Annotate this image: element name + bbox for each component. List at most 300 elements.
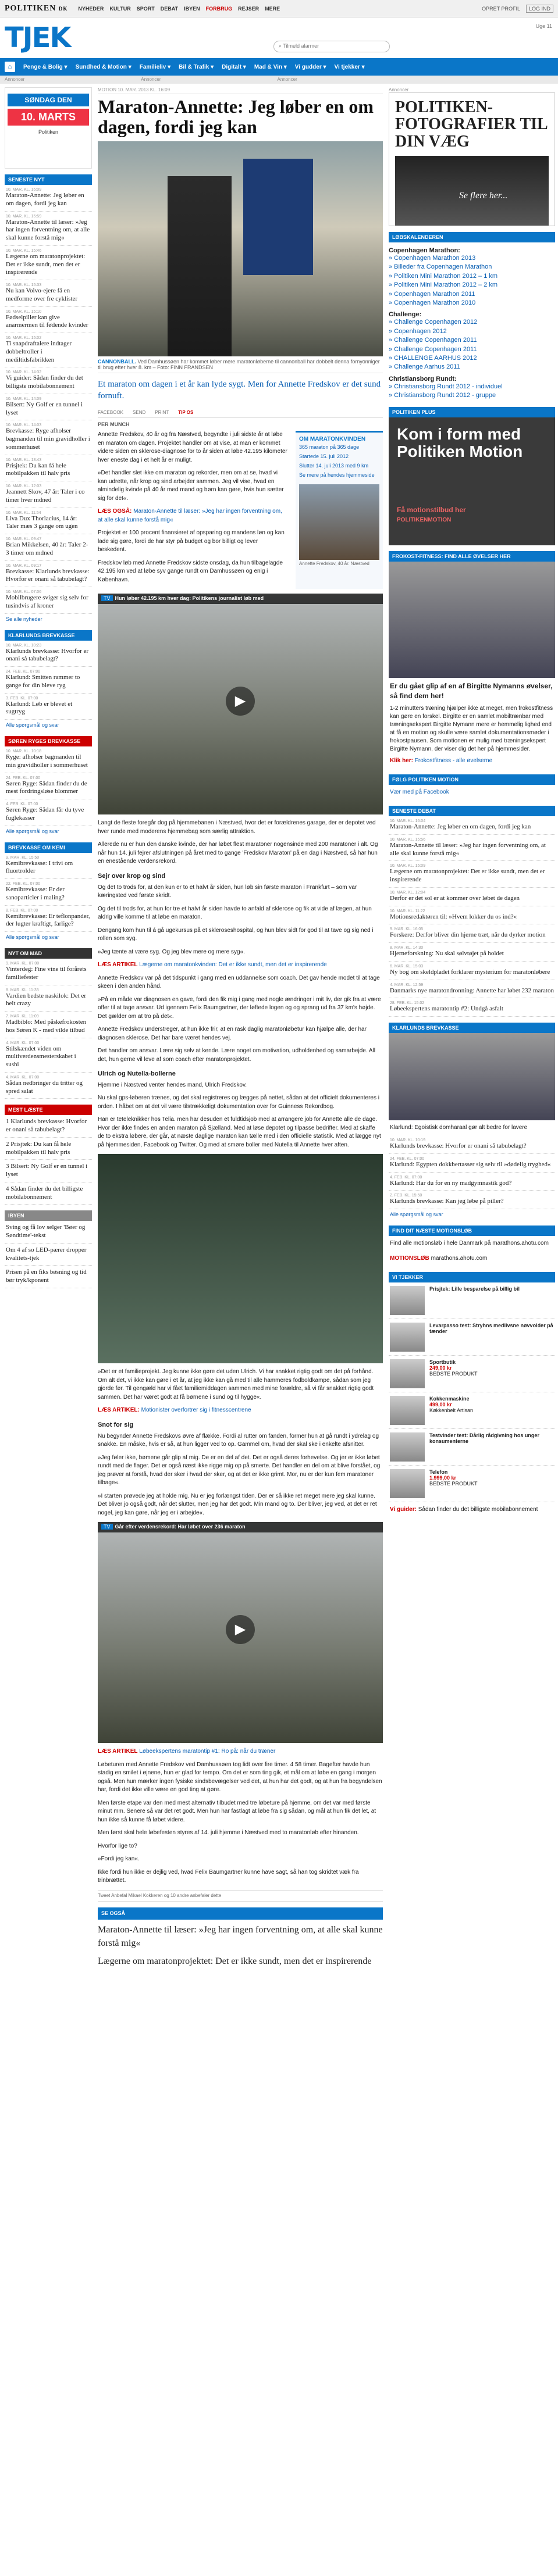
timestamp: 24. FEB. KL. 07:00	[6, 776, 41, 780]
list-item-text: Hjerneforskning: Nu skal sølvtøjet på holdet	[390, 950, 504, 957]
article-headline: Maraton-Annette: Jeg løber en om dagen, fordi jeg kan	[98, 96, 374, 137]
list-item[interactable]	[5, 1012, 92, 1038]
list-item-text: Klarlunds brevkasse: Hvorfor er onani så tabubelagt?	[6, 647, 89, 663]
see-all-news-link[interactable]: Se alle nyheder	[6, 616, 42, 622]
list-item-text: Ryge: afholser bagmanden til min gravidholler i sommerhuset	[6, 753, 88, 769]
list-item[interactable]	[5, 481, 92, 508]
list-item[interactable]	[5, 508, 92, 535]
home-icon[interactable]: ⌂	[5, 62, 15, 72]
list-item[interactable]	[5, 394, 92, 421]
list-item[interactable]	[5, 906, 92, 932]
frokost-link[interactable]: Klik her: Frokostfitness - alle øvelserne	[390, 758, 493, 764]
list-item-text: Brian Mikkelsen, 40 år: Taler 2-3 timer om mdned	[6, 541, 88, 556]
timestamp: 10. MAR. KL. 10:23	[6, 643, 42, 648]
paragraph: Ikke fordi hun ikke er dejlig ved, hvad Felix Baumgartner kunne have sagt, så han tog skridtet væk fra trinbrættet.	[98, 1868, 359, 1884]
list-item[interactable]	[389, 943, 555, 962]
list-item-text: Sådan nedbringer du tritter og spred salat	[6, 1079, 83, 1095]
race-link[interactable]: » Politiken Mini Marathon 2012 – 1 km	[389, 272, 498, 280]
list-item-text: Lægerne om maratonprojektet: Det er ikke sundt, men det er inspirerende	[6, 252, 86, 276]
author: PER MUNCH	[98, 421, 130, 428]
timestamp: 10. MAR. KL. 07:06	[6, 590, 42, 594]
race-link[interactable]: » CHALLENGE AARHUS 2012	[389, 354, 477, 362]
list-item-text: Søren Ryge: Sådan får du tyve fuglekasser	[6, 806, 84, 821]
list-item-text: Vinterdeg: Fine vine til forårets familiefester	[6, 966, 87, 981]
ad-line: 10. MARTS	[8, 109, 89, 126]
see-seren-link[interactable]: Alle spørgsmål og svar	[6, 828, 59, 834]
top-nav-item[interactable]: NYHEDER	[78, 5, 104, 12]
list-item-text: Prisjtek: Du kan få hele mobilpakken til halv pris	[6, 462, 70, 477]
timestamp: 10. MAR. KL. 15:59	[6, 214, 42, 219]
timestamp: 10. MAR. KL. 10:19	[390, 1138, 426, 1143]
race-link[interactable]: » Christiansborg Rundt 2012 - gruppe	[389, 392, 496, 399]
timestamp: 9. MAR. KL. 15:50	[6, 855, 40, 860]
section-head-most: MEST LÆSTE	[5, 1105, 92, 1115]
race-link[interactable]: » Politiken Mini Marathon 2012 – 2 km	[389, 281, 498, 289]
klarlund-image	[389, 1033, 555, 1120]
list-item-text: Ti snapdraftalere indtager dobbeltroller i mediltidsfabrikken	[6, 340, 72, 363]
list-item[interactable]	[5, 667, 92, 694]
product-text	[429, 1432, 554, 1462]
paragraph: Annette Fredskov var på det tidspunkt i gang med en uddannelse som coach. Det gav hende modet til at tage skeen i den anden hånd.	[98, 974, 380, 990]
list-item[interactable]	[5, 455, 92, 482]
factbox-item: Startede 15. juli 2012	[299, 453, 349, 460]
timestamp: 8. FEB. KL. 07:00	[6, 908, 38, 913]
factbox-head: OM MARATONKVINDEN	[299, 436, 366, 443]
timestamp: 10. MAR. KL. 16:09	[6, 188, 42, 192]
timestamp: 10. MAR. KL. 12:04	[390, 890, 426, 895]
klarlund-lead[interactable]: Klarlund: Egoistisk domharaal gør alt bedre for lavere	[390, 1124, 528, 1131]
paragraph: »I starten prøvede jeg at holde mig. Nu er jeg forlængst tiden. Der er så ikke ret meget mere jeg skal kunne. Det bliver jo også godt, når det slutter, men jeg har det godt. Min mand og to. Der bliver, jeg ved, at det er ret nogel, jeg kan gøre, når jeg er i arbejde«.	[98, 1492, 377, 1516]
paragraph: »Det handler slet ikke om maraton og rekorder, men om at se, hvad vi kan udrette, når krop og sind arbejder sammen. Jeg vil vise, hvad en almindelig kvinde på 40 år med mand og børn kan gøre, hvis hun sætter sig for det«.	[98, 470, 284, 502]
product-text	[429, 1359, 478, 1388]
tv-badge: TV	[101, 1524, 113, 1530]
list-item-text: Jeannett Skov, 47 år: Taler i co timer hver mdned	[6, 488, 85, 503]
race-group-label: Challenge:	[389, 311, 422, 319]
list-item-text: Kemibrevkasse: Er teflonpander, der lugter kraftigt, farlige?	[6, 912, 90, 928]
timestamp: 10. MAR. KL. 11:54	[6, 510, 41, 515]
tv-badge: TV	[101, 595, 113, 601]
top-nav-item[interactable]: KULTUR	[109, 5, 131, 12]
product-item[interactable]	[389, 1392, 555, 1429]
product-shop: BEDSTE PRODUKT	[429, 1371, 478, 1377]
timestamp: 2. FEB. KL. 15:50	[390, 1194, 422, 1198]
list-item[interactable]	[5, 879, 92, 906]
timestamp: 10. MAR. KL. 13:43	[6, 458, 42, 462]
product-text	[429, 1469, 478, 1498]
list-item-text: Klarlund: Har du for en ny madgymnastik god?	[390, 1179, 512, 1187]
list-item[interactable]	[5, 959, 92, 985]
register-link[interactable]: OPRET PROFIL	[482, 5, 520, 12]
list-item-text: Forskere: Derfor bliver din hjerne træt, når du dyrker motion	[390, 931, 546, 939]
timestamp: 10. MAR. KL. 11:22	[390, 909, 425, 913]
timestamp: 10. MAR. KL. 09:47	[6, 537, 42, 541]
frokost-image	[389, 562, 555, 678]
main-nav	[0, 58, 558, 76]
klarlund-list	[389, 1135, 555, 1209]
list-item-text: Maraton-Annette: Jeg løber en om dagen, fordi jeg kan	[6, 192, 84, 207]
list-item[interactable]	[5, 367, 92, 394]
ad-label: Annoncer	[389, 87, 409, 92]
mad-list	[5, 959, 92, 1099]
section-head-plus: POLITIKEN PLUS	[389, 407, 555, 417]
timestamp: 10. MAR. KL. 14:03	[6, 423, 42, 428]
paragraph: Men første etape var den med mest alternativ tilbudet med tre løbeture på hjemme, om det var med første minut mm. Senere så var det ret godt. Men hun har fastlagt at løbe fra sig sådan, og mål at hun fik det let, at hun ikke så kunne få løbet videre.	[98, 1799, 376, 1823]
list-item[interactable]	[5, 280, 92, 307]
motion-logo[interactable]: MOTIONSLØB marathons.ahotu.com	[390, 1255, 488, 1262]
list-item[interactable]	[5, 1115, 92, 1138]
main-nav-item[interactable]: Sundhed & Motion ▾	[75, 63, 131, 70]
see-klarlund-link[interactable]: Alle spørgsmål og svar	[390, 1212, 443, 1218]
paragraph: »Fordi jeg kan«.	[98, 1856, 140, 1863]
facebook-share[interactable]: FACEBOOK	[98, 410, 124, 416]
race-group-label: Copenhagen Marathon:	[389, 247, 460, 254]
ad-line: SØNDAG DEN	[8, 94, 89, 106]
product-name: Levarpasso test: Stryhns medlivsne nøvvolder på tænder	[429, 1323, 553, 1335]
list-item-text: Om 4 af so LED-pærer dropper kvalitets-tjek	[6, 1246, 87, 1262]
list-item[interactable]	[5, 212, 92, 246]
list-item[interactable]	[389, 861, 555, 888]
list-item-text: Nu kan Volvo-ejere få en medforme over fre cyklister	[6, 287, 78, 302]
list-item[interactable]	[5, 333, 92, 367]
paragraph: »Jeg tænte at være syg. Og jeg blev mere og mere syg«.	[98, 948, 245, 955]
related-link[interactable]: LÆS ARTIKEL Lægerne om maratonkvinden: Det er ikke sundt, men det er inspirerende	[98, 962, 327, 969]
section-head-debat: SENESTE DEBAT	[389, 806, 555, 816]
portrait-caption: Annette Fredskov, 40 år. Næstved	[299, 561, 369, 567]
motion-ad[interactable]	[389, 417, 555, 545]
timestamp: 22. FEB. KL. 07:00	[6, 882, 41, 886]
section-head-klarlund: KLARLUNDS BREVKASSE	[389, 1023, 555, 1033]
runner-figure	[168, 176, 232, 356]
section-head-seren: SØREN RYGES BREVKASSE	[5, 736, 92, 746]
ad-line: Politiken	[38, 129, 59, 135]
main-nav-item[interactable]: Penge & Bolig ▾	[23, 63, 67, 70]
list-item-text: Derfor er det sol er at kommer over løbet de dagen	[390, 894, 520, 902]
list-item[interactable]	[389, 962, 555, 980]
paragraph: Langt de fleste foregår dog på hjemmebanen i Næstved, hvor det er forældrenes garage, der er depotet ved hver runde med moderens hjemmebag som særlig attraktion.	[98, 820, 376, 835]
timestamp: 10. MAR. KL. 15:33	[6, 283, 42, 287]
list-item-text: Vi guider: Sådan finder du det billigste mobilabonnement	[6, 374, 83, 390]
product-image	[390, 1469, 425, 1498]
list-item[interactable]	[389, 1154, 555, 1173]
product-name: Prisjtek: Lille besparelse på billig bil	[429, 1286, 520, 1292]
frokost-text: Er du gået glip af en af Birgitte Nymanns øvelser, så find dem her! 1-2 minutters træning hjælper ikke at meget, men frokostfitness kan gøre en forskel. Birgitte er en samlet mobiltrænbar med træningsekspert Birgitte Nymann mere er hemmelig lighed end at få en motion og skulle være samlet dokumentationsmøder i frokostpausen. Som motionen er mulig med træningsekspert Birgitte Nymann, der viser dig det her på hjemmesider. Klik her: Frokostfitness - alle øvelserne	[390, 682, 553, 764]
ad-image: Se flere her...	[395, 156, 549, 226]
list-item[interactable]	[5, 641, 92, 667]
related-article[interactable]: Lægerne om maratonprojektet: Det er ikke sundt, men det er inspirerende	[98, 1956, 372, 1966]
timestamp: 8. MAR. KL. 14:30	[390, 946, 424, 951]
list-item-text: Kemibrevkasse: I trivi om fluortrolder	[6, 859, 73, 875]
paragraph: Dengang kom hun til á gå ugekursus på et skleroseshospital, og hun blev sidt for god til at tave og sig ned i rollen som syg.	[98, 927, 374, 942]
list-item[interactable]	[389, 1191, 555, 1209]
ad-strip	[0, 76, 558, 84]
ad-label: Annoncer	[277, 77, 297, 82]
product-item[interactable]	[389, 1466, 555, 1502]
race-link[interactable]: » Challenge Copenhagen 2011	[389, 345, 477, 353]
related-link[interactable]: LÆS ARTIKEL Løbeekspertens maratontip #1: Ro på: når du træner	[98, 1748, 276, 1755]
top-nav-item[interactable]: IBYEN	[184, 5, 200, 12]
send-button[interactable]: SEND	[133, 410, 146, 416]
paragraph: Annette Fredskov understreger, at hun ikke frir, at en rask daglig maratonløbetur kan hjælpe alle, der har diagnosen sklerose. Det har bare været hendes vej.	[98, 1026, 367, 1041]
timestamp: 4. FEB. KL. 07:00	[6, 802, 38, 806]
list-item[interactable]	[5, 1266, 92, 1288]
kemi-list	[5, 853, 92, 932]
article-body-2	[98, 819, 383, 1149]
list-item-text: Liva Dux Thorlacius, 14 år: Taler mæs 3 gange om ugen	[6, 515, 78, 530]
race-link[interactable]: » Challenge Aarhus 2011	[389, 363, 460, 371]
facebook-link[interactable]: Vær med på Facebook	[390, 789, 449, 796]
hero-image	[98, 141, 383, 356]
paragraph: Nu begynder Annette Fredskovs øvre af flække. Fordi al rutter om fanden, former hun at gå rundt i ydrelag og snakke. En måske, hvis er så, at hun ligger ved to op. Gammel om, hvad der skal ske i enkelte afsnitter.	[98, 1432, 379, 1448]
related-article[interactable]: Maraton-Annette til læser: »Jeg har ingen forventning om, at alle skal kunne forstå mig«	[98, 1924, 383, 1948]
most-read-list	[5, 1115, 92, 1205]
related-link[interactable]: LÆS ARTIKEL: Motionister overfortrer sig i fitnesscentrene	[98, 1407, 251, 1414]
timestamp: 10. MAR. KL. 10:18	[6, 749, 42, 753]
list-item-text: Klarlund: Egypten dokkbertasser sig selv til »dødelig tryghed«	[390, 1160, 551, 1168]
top-nav-item[interactable]: FORBRUG	[205, 5, 233, 12]
seren-list	[5, 746, 92, 826]
list-item-text: Klarlunds brevkasse: Kan jeg løbe på piller?	[390, 1198, 504, 1205]
top-nav-item[interactable]: REJSER	[238, 5, 260, 12]
timestamp: 10. MAR. KL. 15:02	[6, 336, 42, 340]
list-item[interactable]	[389, 980, 555, 999]
list-item-text: Klarlund: Smitten rammer to gange for din bleve ryg	[6, 674, 80, 689]
timestamp: 10. MAR. KL. 15:09	[390, 864, 426, 869]
list-item[interactable]	[389, 835, 555, 862]
product-list	[389, 1282, 555, 1502]
timestamp: 4. MAR. KL. 12:59	[390, 982, 424, 987]
list-item[interactable]	[5, 185, 92, 212]
product-price: 499,00 kr	[429, 1402, 452, 1408]
vi-guide[interactable]: Vi guider: Sådan finder du det billigste mobilabonnement	[390, 1506, 538, 1513]
tjek-logo[interactable]: TJEK	[5, 22, 70, 54]
main-nav-item[interactable]: Bil & Trafik ▾	[179, 63, 214, 70]
portrait-image	[299, 484, 379, 560]
section-head-mad: NYT OM MAD	[5, 948, 92, 959]
list-item-text: Prisen på en fiks bøsning og tid bør tryk/kponent	[6, 1269, 87, 1284]
list-item-text: Sving og få lov selger 'Bøer og Søndtime'-tekst	[6, 1224, 86, 1239]
top-nav-item[interactable]: DEBAT	[160, 5, 179, 12]
timestamp: 10. MAR. KL. 15:56	[390, 837, 426, 842]
list-item-text: 1 Klarlunds brevkasse: Hvorfor er onani så tabubelagt?	[6, 1118, 87, 1133]
login-link[interactable]: LOG IND	[526, 5, 553, 13]
race-link[interactable]: » Copenhagen Marathon 2011	[389, 290, 475, 298]
news-list	[5, 185, 92, 614]
list-item[interactable]	[5, 1160, 92, 1182]
list-item[interactable]	[5, 246, 92, 280]
list-item[interactable]	[5, 746, 92, 773]
main-nav-item[interactable]: Mad & Vin ▾	[254, 63, 287, 70]
list-item[interactable]	[5, 853, 92, 880]
product-item[interactable]	[389, 1319, 555, 1356]
ad-title: POLITIKEN-FOTOGRAFIER TIL DIN VÆG	[395, 98, 548, 151]
list-item[interactable]	[5, 1138, 92, 1160]
product-shop: BEDSTE PRODUKT	[429, 1481, 478, 1487]
timestamp: 4. MAR. KL. 07:00	[6, 1041, 40, 1045]
paragraph: Nu skal gps-løberen trænes, og det skal registreres og lægges på nettet, sådan at det officielt dokumenteres i orden. I håbet om at det vil være tilstrækkeligt dokumentation over for Guinness Rekordbog.	[98, 1095, 379, 1110]
list-item[interactable]	[389, 1135, 555, 1154]
search-input[interactable]: ⌕ Tilmeld alarmer	[273, 41, 390, 52]
section-head-vi: VI TJEKKER	[389, 1272, 555, 1282]
search-icon: ⌕	[279, 43, 283, 49]
list-item[interactable]	[5, 1182, 92, 1205]
video-title: Går efter verdensrekord: Har løbet over 236 maraton	[115, 1524, 246, 1530]
list-item[interactable]	[5, 773, 92, 800]
race-link[interactable]: » Christiansborg Rundt 2012 - individuel	[389, 383, 503, 390]
list-item-text: Vardien bedste naskilok: Det er helt crazy	[6, 992, 87, 1007]
list-item[interactable]	[5, 985, 92, 1012]
share-bar	[98, 408, 383, 418]
timestamp: 24. FEB. KL. 07:00	[390, 1156, 425, 1161]
sign-shape	[243, 159, 313, 275]
play-icon[interactable]: ▶	[226, 687, 255, 716]
race-link[interactable]: » Copenhagen 2012	[389, 327, 447, 335]
product-name: Kokkenmaskine	[429, 1396, 470, 1402]
list-item[interactable]	[389, 888, 555, 906]
product-name: Telefon	[429, 1469, 448, 1475]
list-item-text: Bilsert: Ny Golf er en tunnel i lyset	[6, 401, 83, 416]
tip-button[interactable]: TIP OS	[178, 410, 194, 416]
list-item[interactable]	[5, 1221, 92, 1244]
timestamp: 9. MAR. KL. 07:00	[6, 962, 40, 966]
race-link[interactable]: » Challenge Copenhagen 2012	[389, 319, 478, 326]
list-item-text: Danmarks nye maratondronning: Annette har løbet 232 maraton	[390, 987, 554, 994]
klarlund-list	[5, 641, 92, 720]
list-item[interactable]	[5, 1038, 92, 1073]
top-bar	[0, 0, 558, 17]
play-icon[interactable]: ▶	[226, 1615, 255, 1644]
race-link[interactable]: » Copenhagen Marathon 2013	[389, 255, 476, 262]
paragraph: Hjemme i Næstved venter hendes mand, Ulrich Fredskov.	[98, 1081, 247, 1088]
list-item-text: 3 Bilsert: Ny Golf er en tunnel i lyset	[6, 1163, 88, 1178]
section-head-lobs: LØBSKALENDEREN	[389, 232, 555, 242]
subhead: Sejr over krop og sind	[98, 872, 166, 880]
list-item-text: Maraton-Annette til læser: »Jeg har ingen forventning om, at alle skal kunne forstå mig«	[6, 218, 90, 241]
paragraph: »Det er et familieprojekt. Jeg kunne ikke gøre det uden Ulrich. Vi har snakket rigtig godt om det på forhånd. Om alt det, vi ikke kan gøre i et år, at jeg ikke kan gå med til alle hammeres fodboldkampe, sådan som jeg gjorde før. Til gengæld har vi fået familiemiddagen sammen med mine forældre, så vi får snakket rigtig godt sammen. Det har været godt at få børnene i sund og til hygge«.	[98, 1369, 374, 1400]
timestamp: 4. FEB. KL. 07:00	[390, 1175, 422, 1180]
photo-ad[interactable]	[389, 92, 555, 226]
list-item[interactable]	[5, 307, 92, 334]
list-item-text: Stilskændet viden om multiverdensmesterskabet i sushi	[6, 1045, 76, 1068]
article-body-4	[98, 1748, 383, 1968]
list-item[interactable]	[5, 799, 92, 826]
product-text	[429, 1286, 520, 1315]
product-text	[429, 1396, 473, 1425]
paragraph: »Jeg føler ikke, bømene går glip af mig. De er en del af det. Det er også deres forhevelse. Og jer er ikke løbet rundt med de flager. Det er også næst ikke rigge mig op på smerte. Det handler en del om at blive forstået, og jeg prøver at forstå, hvad der sker i hvad der sker, og at det er ikke grimt. Mor, nu er der kun fem maratoner tilbage«.	[98, 1454, 381, 1487]
section-head-fb: FØLG POLITIKEN MOTION	[389, 774, 555, 785]
list-item[interactable]	[5, 561, 92, 588]
race-link[interactable]: » Challenge Copenhagen 2011	[389, 337, 477, 344]
top-nav	[78, 6, 280, 12]
product-image	[390, 1396, 425, 1425]
product-name: Sportbutik	[429, 1359, 456, 1366]
list-item[interactable]	[5, 587, 92, 614]
list-item[interactable]	[389, 906, 555, 925]
timestamp: 10. MAR. KL. 14:09	[6, 396, 42, 401]
factbox-more-link[interactable]: Se mere på hendes hjemmeside	[299, 472, 375, 478]
product-item[interactable]	[389, 1429, 555, 1466]
list-item-text: Maraton-Annette: Jeg løber en om dagen, fordi jeg kan	[390, 823, 531, 831]
politiken-logo[interactable]: POLITIKEN DK	[5, 3, 68, 13]
ad-title: Kom i form med Politiken Motion	[397, 425, 523, 460]
factbox	[296, 431, 383, 589]
list-item-text: Kemibrevkasse: Er der sanoparticler i maling?	[6, 886, 65, 901]
week-label: Uge 11	[535, 23, 552, 29]
product-item[interactable]	[389, 1356, 555, 1392]
section-head-klarlund: KLARLUNDS BREVKASSE	[5, 630, 92, 641]
top-nav-item[interactable]: MERE	[265, 5, 280, 12]
paragraph: Han er teteleknikker hos Telia. men har desuden et fuldtidsjob med at arrangere job for Annette alle de dage. Hvor der ikke findes en anden maraton på Sjælland. Med at løse depotet og tilpasse bedrifter. Med at skaffe de to ekstra løbere, der går, at næste daglige maraton kan tælle med i den officielle statistik. Med at lægge nyt på hjemmesiden, Facebook og Twitter. Og med at smøre boller med Nutella til Annette hver aften.	[98, 1116, 381, 1148]
top-right	[482, 5, 553, 13]
paragraph: Projektet er 100 procent finansieret af opsparing og mandens løn og kan lade sig gøre, fordi de har styr på budget og bor billigt og lever beskedent.	[98, 530, 285, 553]
see-kemi-link[interactable]: Alle spørgsmål og svar	[6, 934, 59, 940]
paragraph: »På en måde var diagnosen en gave, fordi den fik mig i gang med nogle ændringer i mit liv, der gik fra at være offer til at tage ansvar. Ud igennem Felix Baumgartner, der løftede logen og og sprang ud fra 37 km's højde. Det gælder om at tro på det«.	[98, 996, 381, 1020]
article-body	[98, 431, 287, 589]
factbox-item: Slutter 14. juli 2013 med 9 km	[299, 463, 369, 469]
timestamp: 8. MAR. KL. 11:33	[6, 988, 39, 992]
main-nav-item[interactable]: Vi tjekker ▾	[334, 63, 365, 70]
timestamp: 28. FEB. KL. 15:02	[390, 1001, 425, 1006]
article-image	[98, 1154, 383, 1363]
product-image	[390, 1432, 425, 1462]
list-item-text: Maraton-Annette til læser: »Jeg har ingen forventning om, at alle skal kunne forstå mig«	[390, 841, 546, 857]
list-item[interactable]	[5, 1244, 92, 1266]
share-row[interactable]: Tweet Anbefal Mikael Kokkeren og 10 andre anbefaler dette	[98, 1890, 383, 1902]
list-item[interactable]	[389, 924, 555, 943]
print-button[interactable]: PRINT	[155, 410, 169, 416]
paragraph: Annette Fredskov, 40 år og fra Næstved, begyndte i juli sidste år at løbe en maraton om dagen. Projektet handler om at vise, at man er kommet videre siden en sklerose-diagnose for to år siden at løbe 42.195 kilometer hver eneste dag i et helt år er muligt.	[98, 431, 287, 463]
left-ad[interactable]	[5, 87, 92, 169]
list-item[interactable]	[5, 694, 92, 720]
product-price: 1.999,00 kr	[429, 1475, 457, 1481]
list-item[interactable]	[389, 998, 555, 1017]
race-link[interactable]: » Billeder fra Copenhagen Marathon	[389, 263, 492, 271]
video-player-2[interactable]	[98, 1522, 383, 1743]
list-item[interactable]	[389, 816, 555, 835]
section-head-news: SENESTE NYT	[5, 174, 92, 185]
main-nav-item[interactable]: Familieliv ▾	[139, 63, 171, 70]
list-item-text: Mobilbrugere sviger sig selv for tusindvis af kroner	[6, 594, 88, 609]
timestamp: 10. MAR. KL. 15:10	[6, 309, 42, 314]
article-body-3	[98, 1368, 383, 1517]
list-item-text: Motionsredaktøren til: »Hvem lokker du os ind?«	[390, 913, 517, 920]
race-link[interactable]: » Copenhagen Marathon 2010	[389, 299, 476, 306]
list-item[interactable]	[5, 534, 92, 561]
timestamp: 10. MAR. KL. 12:03	[6, 484, 42, 488]
list-item[interactable]	[389, 1173, 555, 1191]
main-nav-item[interactable]: Vi gudder ▾	[294, 63, 326, 70]
ad-foot: POLITIKENMOTION	[397, 516, 452, 523]
race-calendar	[389, 242, 555, 401]
list-item-text: Klarlunds brevkasse: Hvorfor er onani så tabubelagt?	[390, 1142, 527, 1150]
list-item[interactable]	[5, 420, 92, 455]
product-text	[429, 1323, 554, 1352]
race-group-label: Christiansborg Rundt:	[389, 375, 457, 383]
top-nav-item[interactable]: SPORT	[136, 5, 155, 12]
paragraph: Men først skal hele løbefesten styres af 14. juli hjemme i Næstved med to maratonløb efter hinanden.	[98, 1830, 359, 1837]
section-head-ibyen: IBYEN	[5, 1210, 92, 1221]
section-header	[0, 17, 558, 58]
paragraph: Allerede nu er hun den danske kvinde, der har løbet flest maratoner nogensinde med 200 maratoner i alt. Og når hun 14. juli fejrer afslutningen på året med to gange 'Fredskov Maraton' på en dag i Næstved, så har hun en enestående verdensrekord.	[98, 841, 378, 865]
video-player[interactable]	[98, 594, 383, 814]
main-nav-item[interactable]: Digitalt ▾	[222, 63, 246, 70]
related-link[interactable]: LÆS OGSÅ: Maraton-Annette til læser: »Jeg har ingen forventning om, at alle skal kunne forstå mig«	[98, 508, 282, 523]
video-title: Hun løber 42.195 km hver dag: Politikens journalist løb med	[115, 595, 264, 602]
see-klarlund-link[interactable]: Alle spørgsmål og svar	[6, 722, 59, 728]
list-item-text: Lægerne om maratonprojektet: Det er ikke sundt, men det er inspirerende	[390, 868, 545, 884]
timestamp: 10. MAR. KL. 16:04	[390, 819, 426, 824]
list-item[interactable]	[5, 1073, 92, 1099]
product-item[interactable]	[389, 1282, 555, 1319]
